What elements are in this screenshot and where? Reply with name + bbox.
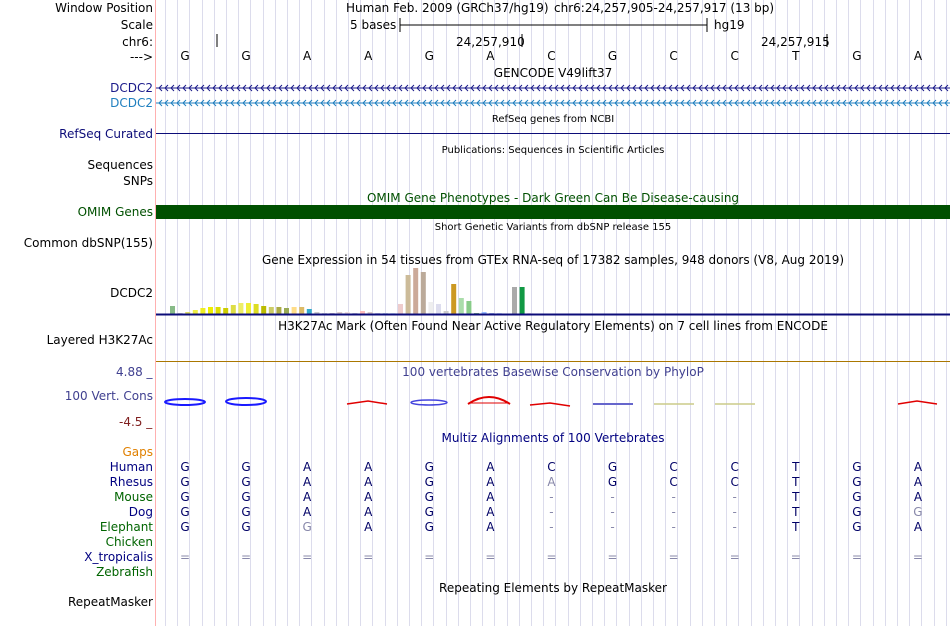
aligned-base: - [549, 490, 554, 504]
h3k27-title: H3K27Ac Mark (Often Found Near Active Regulatory Elements) on 7 cell lines from ENCODE [278, 319, 828, 333]
aligned-base: A [303, 505, 312, 519]
aligned-base: = [179, 550, 191, 564]
aligned-base: G [241, 520, 251, 534]
multiz-title: Multiz Alignments of 100 Vertebrates [441, 431, 665, 445]
omim-label[interactable]: OMIM Genes [77, 205, 153, 219]
sequence-base: A [303, 49, 312, 63]
aligned-base: T [792, 520, 800, 534]
gtex-bar [269, 307, 274, 314]
gencode-gene-track[interactable] [156, 82, 950, 112]
sequence-base: G [852, 49, 862, 63]
aligned-base: G [424, 475, 434, 489]
aligned-base: = [790, 550, 801, 564]
aligned-base: G [607, 460, 618, 474]
aligned-base: G [302, 520, 312, 534]
aligned-base: = [424, 550, 435, 564]
gencode-gene-label-2[interactable]: DCDC2 [110, 96, 153, 110]
h3k27-label[interactable]: Layered H3K27Ac [46, 333, 153, 347]
aligned-base: A [913, 490, 923, 504]
sequence-base: G [241, 49, 251, 63]
gtex-bar [421, 272, 426, 314]
aligned-base: G [241, 490, 251, 504]
aligned-base: C [669, 475, 678, 489]
sequence-base: C [730, 49, 739, 63]
sequence-base: G [180, 49, 190, 63]
cons-min: -4.5 _ [119, 415, 153, 429]
aligned-base: T [792, 475, 800, 489]
aligned-base: - [610, 520, 615, 534]
sequence-base: G [607, 49, 618, 63]
aligned-base: - [610, 490, 615, 504]
sequence-base: A [486, 49, 495, 63]
aligned-base: C [730, 460, 739, 474]
aligned-base: G [241, 505, 251, 519]
aligned-base: G [852, 490, 862, 504]
aligned-base: - [732, 505, 737, 519]
gtex-bar [223, 308, 228, 314]
gtex-bar [299, 307, 304, 314]
gtex-bar [254, 304, 259, 314]
label-window-position: Window Position [55, 1, 153, 15]
genome-assembly: Human Feb. 2009 (GRCh37/hg19) [346, 1, 549, 15]
rmsk-label[interactable]: RepeatMasker [67, 595, 153, 609]
aligned-base: A [364, 520, 373, 534]
aligned-base: - [549, 505, 554, 519]
cons-max: 4.88 _ [116, 365, 153, 379]
species-label[interactable]: Zebrafish [96, 565, 153, 579]
aligned-base: G [852, 520, 862, 534]
scale-text: 5 bases [350, 18, 397, 32]
aligned-base: G [424, 520, 434, 534]
gtex-bar [261, 306, 266, 314]
sequence-base: A [913, 49, 923, 63]
species-label[interactable]: Rhesus [109, 475, 153, 489]
pubs-label[interactable]: Sequences [87, 158, 153, 172]
species-label[interactable]: Elephant [99, 520, 153, 534]
gtex-bar [436, 304, 441, 314]
aligned-base: G [241, 475, 251, 489]
aligned-base: A [303, 490, 312, 504]
aligned-base: T [792, 490, 800, 504]
label-scale: Scale [120, 18, 153, 32]
label-chrom: chr6: [122, 35, 153, 49]
coord-b: 24,257,915 [761, 35, 830, 49]
species-label[interactable]: Human [109, 460, 153, 474]
aligned-base: G [852, 475, 862, 489]
gtex-title: Gene Expression in 54 tissues from GTEx RNA-seq of 17382 samples, 948 donors (V8, Aug 2019) [261, 253, 845, 267]
aligned-base: - [549, 520, 554, 534]
aligned-base: G [180, 505, 190, 519]
aligned-base: A [364, 475, 373, 489]
refseq-line[interactable] [156, 133, 950, 134]
gaps-label[interactable]: Gaps [122, 445, 153, 459]
cons-label[interactable]: 100 Vert. Cons [64, 389, 153, 403]
sequence-base: C [547, 49, 556, 63]
aligned-base: G [180, 460, 190, 474]
gtex-bar [193, 310, 198, 314]
gtex-bar [413, 268, 418, 314]
gtex-bar [231, 305, 236, 314]
aligned-base: T [792, 505, 800, 519]
aligned-base: G [852, 505, 862, 519]
gencode-gene-label-1[interactable]: DCDC2 [110, 81, 153, 95]
gencode-title: GENCODE V49lift37 [493, 66, 613, 80]
aligned-base: = [729, 550, 740, 564]
gtex-bar [208, 307, 213, 314]
dbsnp-label[interactable]: Common dbSNP(155) [23, 236, 153, 250]
aligned-base: - [732, 490, 737, 504]
aligned-base: A [913, 460, 923, 474]
gtex-bar [292, 307, 297, 314]
omim-title: OMIM Gene Phenotypes - Dark Green Can Be Disease-causing [366, 191, 740, 205]
aligned-base: G [180, 490, 190, 504]
aligned-base: = [363, 550, 374, 564]
gtex-bar [170, 306, 175, 314]
aligned-base: = [302, 550, 313, 564]
gtex-label[interactable]: DCDC2 [110, 286, 153, 300]
aligned-base: A [364, 490, 373, 504]
aligned-base: G [180, 520, 190, 534]
sequence-base: A [364, 49, 373, 63]
aligned-base: A [913, 520, 923, 534]
gtex-bar [284, 308, 289, 314]
gtex-bar [451, 284, 456, 314]
aligned-base: G [424, 490, 434, 504]
aligned-base: = [607, 550, 618, 564]
scale-assembly: hg19 [714, 18, 745, 32]
aligned-base: G [424, 460, 434, 474]
position-readout[interactable]: chr6:24,257,905-24,257,917 (13 bp) [554, 1, 775, 15]
aligned-base: C [547, 460, 556, 474]
snps-label[interactable]: SNPs [123, 174, 153, 188]
aligned-base: = [668, 550, 679, 564]
aligned-base: - [732, 520, 737, 534]
gtex-bar [512, 287, 517, 314]
aligned-base: G [424, 505, 434, 519]
refseq-title: RefSeq genes from NCBI [491, 114, 615, 125]
aligned-base: A [486, 475, 495, 489]
aligned-base: G [607, 475, 618, 489]
refseq-label[interactable]: RefSeq Curated [59, 127, 153, 141]
rmsk-title: Repeating Elements by RepeatMasker [439, 581, 667, 595]
aligned-base: A [364, 505, 373, 519]
aligned-base: = [851, 550, 862, 564]
sequence-base: T [792, 49, 800, 63]
aligned-base: G [180, 475, 190, 489]
gtex-bar [307, 309, 312, 314]
species-label[interactable]: Dog [128, 505, 153, 519]
aligned-base: = [485, 550, 496, 564]
gtex-bar [200, 308, 205, 314]
aligned-base: T [792, 460, 800, 474]
gtex-bar [398, 304, 403, 314]
ruler-ticks [210, 33, 840, 49]
aligned-base: = [912, 550, 923, 564]
conservation-track[interactable] [156, 392, 950, 412]
gtex-bar [246, 303, 251, 314]
aligned-base: A [486, 520, 495, 534]
gtex-bar [459, 298, 464, 314]
gtex-bar [428, 302, 433, 314]
gtex-bar [406, 275, 411, 314]
aligned-base: G [241, 460, 251, 474]
aligned-base: C [669, 460, 678, 474]
aligned-base: - [671, 520, 676, 534]
sequence-base: C [669, 49, 678, 63]
coord-a: 24,257,910 [456, 35, 525, 49]
aligned-base: - [671, 490, 676, 504]
aligned-base: A [486, 460, 495, 474]
aligned-base: A [303, 460, 312, 474]
gtex-bar [520, 287, 525, 314]
scale-bar [396, 15, 712, 35]
omim-bar[interactable] [156, 205, 950, 219]
cons-title: 100 vertebrates Basewise Conservation by PhyloP [402, 365, 704, 379]
gtex-bar [276, 307, 281, 314]
species-label[interactable]: Chicken [105, 535, 153, 549]
aligned-base: - [671, 505, 676, 519]
sequence-base: G [424, 49, 434, 63]
aligned-base: = [241, 550, 252, 564]
gtex-bar [216, 307, 221, 314]
species-label[interactable]: X_tropicalis [84, 550, 153, 564]
aligned-base: A [547, 475, 556, 489]
gtex-bar [238, 303, 243, 314]
aligned-base: = [546, 550, 557, 564]
aligned-base: C [730, 475, 739, 489]
aligned-base: A [303, 475, 312, 489]
aligned-base: A [486, 490, 495, 504]
aligned-base: - [610, 505, 615, 519]
gtex-bar [466, 301, 471, 314]
pubs-title: Publications: Sequences in Scientific Articles [441, 145, 665, 156]
aligned-base: A [913, 475, 923, 489]
dbsnp-title: Short Genetic Variants from dbSNP release 155 [434, 222, 672, 233]
label-strand: ---> [129, 50, 153, 64]
aligned-base: G [913, 505, 923, 519]
aligned-base: G [852, 460, 862, 474]
gtex-bar-chart[interactable] [156, 268, 950, 318]
species-label[interactable]: Mouse [114, 490, 153, 504]
h3k27-baseline[interactable] [156, 361, 950, 362]
aligned-base: A [364, 460, 373, 474]
aligned-base: A [486, 505, 495, 519]
